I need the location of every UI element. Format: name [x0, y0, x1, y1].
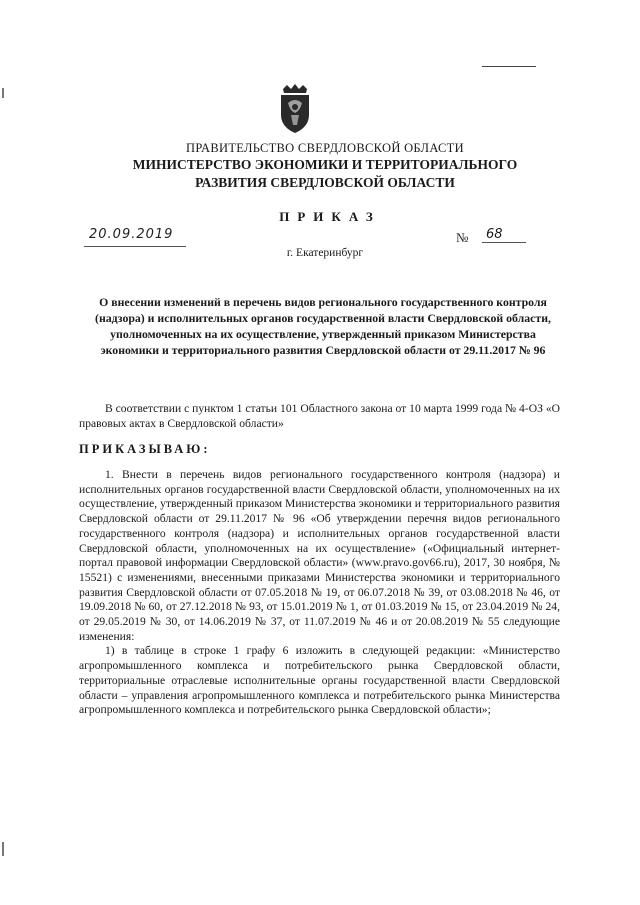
ministry-name-line1: МИНИСТЕРСТВО ЭКОНОМИКИ И ТЕРРИТОРИАЛЬНОГО: [132, 157, 518, 172]
order-points: [79, 468, 560, 718]
point-1: 1. Внести в перечень видов регионального государственного контроля (надзора) и исполнительных органов государственной власти Свердловской области, уполномоченных на их осуществление, утвержденный приказом Министерства экономики и территориального развития Свердловской области от 29.11.2017 № 96 «Об утверждении перечня видов регионального государственного контроля (надзора) и исполнительных органов государственной власти Свердловской области, уполномоченных на их осуществление» («Официальный интернет-портал правовой информации Свердловской области» (www.pravo.gov66.ru), 2017, 30 ноября, № 15521) с изменениями, внесенными приказами Министерства экономики и территориального развития Свердловской области от 07.05.2018 № 19, от 06.07.2018 № 39, от 03.08.2018 № 46, от 19.09.2018 № 60, от 27.12.2018 № 93, от 15.01.2019 № 1, от 01.03.2019 № 15, от 23.04.2019 № 24, от 29.05.2019 № 30, от 14.06.2019 № 37, от 11.07.2019 № 46 и от 20.08.2019 № 55 следующие изменения:: [79, 468, 560, 643]
scan-margin-mark: [2, 88, 4, 98]
document-type: ПРИКАЗ: [279, 209, 381, 224]
ministry-name-line2: РАЗВИТИЯ СВЕРДЛОВСКОЙ ОБЛАСТИ: [195, 175, 455, 190]
city: г. Екатеринбург: [286, 247, 364, 259]
top-right-rule: [482, 66, 536, 67]
scan-margin-mark: [2, 842, 4, 856]
document-date: 20.09.2019: [89, 227, 174, 242]
document-title: О внесении изменений в перечень видов регионального государственного контроля (надзора) и исполнительных органов государственной власти Свердловской области, уполномоченных на их осуществление, утвержденный приказом Министерства экономики и территориального развития Свердловской области от 29.11.2017 № 96: [95, 295, 551, 357]
government-name: ПРАВИТЕЛЬСТВО СВЕРДЛОВСКОЙ ОБЛАСТИ: [186, 141, 464, 155]
preamble-text: В соответствии с пунктом 1 статьи 101 Областного закона от 10 марта 1999 года № 4-ОЗ «О правовых актах в Свердловской области»: [79, 402, 560, 430]
number-label: №: [456, 230, 469, 245]
document-number: 68: [482, 227, 526, 243]
order-word: ПРИКАЗЫВАЮ:: [79, 442, 211, 456]
coat-of-arms-icon: [277, 83, 313, 135]
point-1-subpoint-1: 1) в таблице в строке 1 графу 6 изложить в следующей редакции: «Министерство агропромышленного комплекса и потребительского рынка Свердловской области, территориальные отраслевые исполнительные органы государственной власти Свердловской области – управления агропромышленного комплекса и потребительского рынка Министерства агропромышленного комплекса и потребительского рынка Свердловской области»;: [79, 644, 560, 717]
preamble: [79, 402, 560, 431]
